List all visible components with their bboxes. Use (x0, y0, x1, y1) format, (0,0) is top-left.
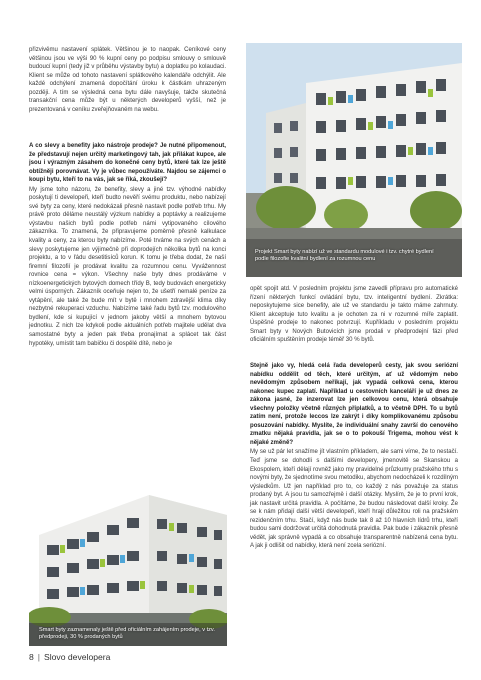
section-title: Slovo developera (44, 652, 111, 662)
photo-caption: Projekt Smart byty nabízí už ve standardu modulové i tzv. chytré bydlení podle filozofie kvalitní bydlení za rozumnou cenu (255, 249, 434, 263)
photo-smart-byty-building (29, 475, 227, 646)
right-column-continued (250, 285, 458, 351)
paragraph: opět spojit atd. V posledním projektu jsme zavedli přípravu pro automatické řízení některých funkcí ovládání bytu, tzv. inteligentní bydlení. Zkrátka: neposkytujeme sice benefity, ale už ve standardu je takto máme zahrnuty. Klient akceptuje tuto kvalitu a je ochoten za ni v rozumné míře zaplatit. Úspěšné prodeje to nakonec potvrzují. Kupříkladu v posledním projektu Smart byty v Nových Butovicích jsme prodali v předprodejní fázi před oficiálním spuštěním prodeje téměř 30 % bytů. (250, 286, 458, 344)
interview-question: A co slevy a benefity jako nástroje prodeje? Je nutné připomenout, že představují nejen určitý marketingový tah, jak přilákat kupce, ale jsou i výrazným zásahem do konečné ceny bytů, které tak lze ještě obtížněji porovnávat. Vy je vůbec nepoužíváte. Najdou se zájemci o koupi bytu, kteří to na vás, jak se říká, zkoušejí? (29, 143, 226, 184)
left-column-intro (29, 46, 226, 120)
building-illustration-icon (246, 43, 462, 277)
photo-caption: Smart byty zaznamenaly ještě před oficiálním zahájením prodeje, v tzv. předprodeji, 30 % prodaných bytů (39, 627, 215, 641)
footer-separator: | (37, 652, 41, 662)
page-footer (29, 652, 110, 662)
interview-question: Stejně jako vy, hledá celá řada developerů cesty, jak svou seriózní nabídku oddělit od těch, které určitým, ať už vědomým nebo nevědomým způsobem neříkají, jak vypadá celková cena, kterou nakonec kupec zaplatí. Například u cestovních kanceláří je už dnes ze zákona jasné, že inzerovat lze jen celkovou cenu, která obsahuje všechny položky včetně různých příplatků, a to včetně DPH. To u bytů zatím není, protože leccos lze zakrýt i díky komplikovanému způsobu posuzování nabídky. Myslíte, že individuální snahy završí do cenového zmatku nějaká pravidla, jak se o to pokouší Trigema, mohou vést k nějaké změně? (250, 363, 458, 446)
paragraph: přizvivěmu nastavení splátek. Většinou je to naopak. Ceníkové ceny většinou jsou ve výši 90 % kupní ceny po podpisu smlouvy o smlouvě budoucí kupní (tedy již v průběhu výstavby bytu) a doplatku po kolaudaci. Klient se může od tohoto nastavení splátkového kalendáře odchýlit. Ale každé odchýlení znamená dopočítání úroku k částkám uhrazeným později. A tím se výsledná cena bytu dále navyšuje, takže skutečná transakční cena může být u některých developerů vyšší, než je prezentovaná v ceníku zveřejňovaném na webu. (29, 47, 226, 113)
page-number: 8 (29, 652, 34, 662)
paragraph: My jsme toho názoru, že benefity, slevy a jiné tzv. výhodné nabídky poskytují ti developeři, kteří budto nevěří svému produktu, nebo nabízejí své byty za ceny, které nedokázali přesně nastavit podle potřeb trhu. My právě proto děláme neustálý výzkum nabídky a poptávky a realizujeme výstavbu našich bytů podle potřeb námi vytipovaného cílového zákazníka. To znamená, že připravujeme poměrně přesně kalkulace kvality a ceny, za kterou byty nabízíme. Poté trváme na svých cenách a slevy poskytujeme jen výjimečně při doprodejích několika bytů na konci projektu, a to v řádu desetitisíců korun. K tomu je třeba dodat, že naší firemní filozofií je prodávat kvalitu za rozumnou cenu. Vyvážennost rovnice cena = výkon. Všechny naše byty dnes prodáváme v nízkoenergetických bytových domech třídy B, tedy budovách energeticky velmi úsporných. Zákazník oceňuje nejen to, že ušetří nemalé peníze za vytápění, ale také že bude mít v bytě i mnohem zdravější klima díky nezbytné rekuperaci vzduchu. Nabízíme také řadu bytů tzv. modulového bydlení, kde si kupující v jednom jakoby větší a mnohem bytovou jednotku. Z nich lze kdykoli podle aktuálních potřeb majitele udělat dva samostatné byty a jeden pak třeba pronajímat a splácet tak část hypotéky, umístit tam babičku či dospělé dítě, nebo je (29, 186, 226, 347)
photo-smart-byty-street (246, 43, 462, 277)
building-illustration-icon (29, 475, 227, 646)
paragraph: My se už pár let snažíme jít vlastním příkladem, ale sami víme, že to nestačí. Teď jsme se dohodli s dalšími developery, jmenovitě se Skanskou a Ekospolem, kteří dělají rovněž jako my pravidelné průzkumy pražského trhu s novými byty, že sjednotíme svou metodiku, abychom nedocházeli k rozdílným výsledkům. Už jen například pro to, co každý z nás považuje za status prodaný byt. A jsou tu samozřejmě i další otázky. Myslím, že je to první krok, jak nastavit určitá pravidla. A počítáme, že budou následovat další kroky. Že se k nám přidají další větší developeři, kteří hrají důležitou roli na pražském rezidenčním trhu. Stačí, když nás bude tak 8 až 10 hlavních lídrů trhu, kteří budou sami dodržovat určitá dohodnutá pravidla. Pak bude i zákazník přesně vědět, jak správně vypadá a co obsahuje transparentně nabízená cena bytu. A jak ji odlišit od nabídky, která není zcela seriózní. (250, 449, 458, 550)
left-column-interview (29, 142, 226, 354)
right-column-interview (250, 362, 458, 557)
